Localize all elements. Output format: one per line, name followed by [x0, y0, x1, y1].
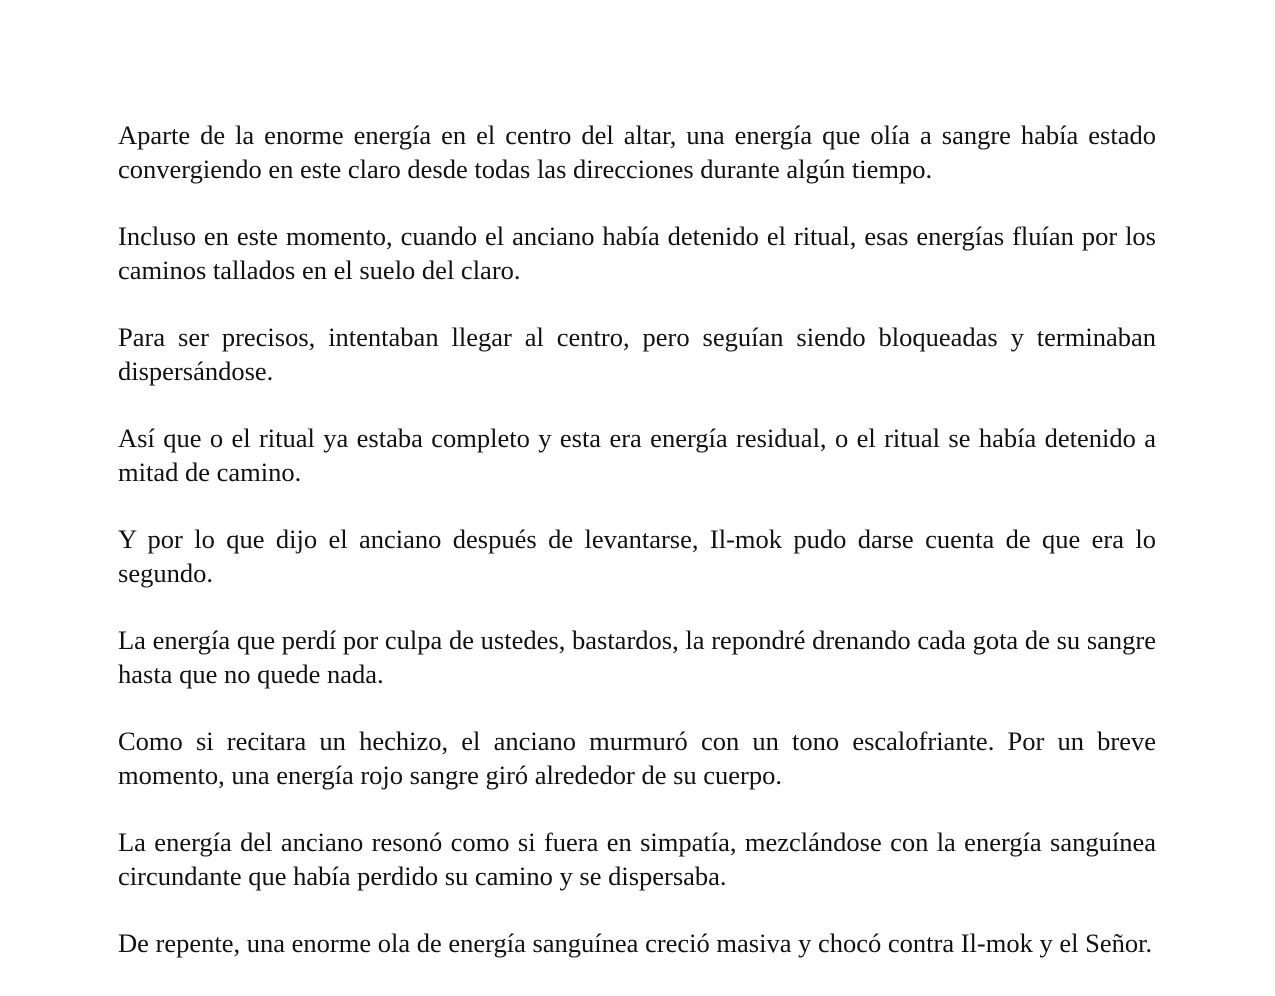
paragraph: Así que o el ritual ya estaba completo y esta era energía residual, o el ritual se había detenido a mitad de camino. — [118, 423, 1156, 487]
paragraph: Aparte de la enorme energía en el centro del altar, una energía que olía a sangre había estado convergiendo en este claro desde todas las direcciones durante algún tiempo. — [118, 120, 1156, 184]
paragraph: Para ser precisos, intentaban llegar al centro, pero seguían siendo bloqueadas y terminaban dispersándose. — [118, 322, 1156, 386]
paragraph: La energía del anciano resonó como si fuera en simpatía, mezclándose con la energía sanguínea circundante que había perdido su camino y se dispersaba. — [118, 827, 1156, 891]
paragraph: Como si recitara un hechizo, el anciano murmuró con un tono escalofriante. Por un breve momento, una energía rojo sangre giró alrededor de su cuerpo. — [118, 726, 1156, 790]
paragraph: La energía que perdí por culpa de ustedes, bastardos, la repondré drenando cada gota de su sangre hasta que no quede nada. — [118, 625, 1156, 689]
paragraph: Y por lo que dijo el anciano después de levantarse, Il-mok pudo darse cuenta de que era lo segundo. — [118, 524, 1156, 588]
paragraph: Incluso en este momento, cuando el anciano había detenido el ritual, esas energías fluían por los caminos tallados en el suelo del claro. — [118, 221, 1156, 285]
text-column — [118, 118, 1156, 993]
paragraph: De repente, una enorme ola de energía sanguínea creció masiva y chocó contra Il-mok y el Señor. — [118, 928, 1153, 958]
